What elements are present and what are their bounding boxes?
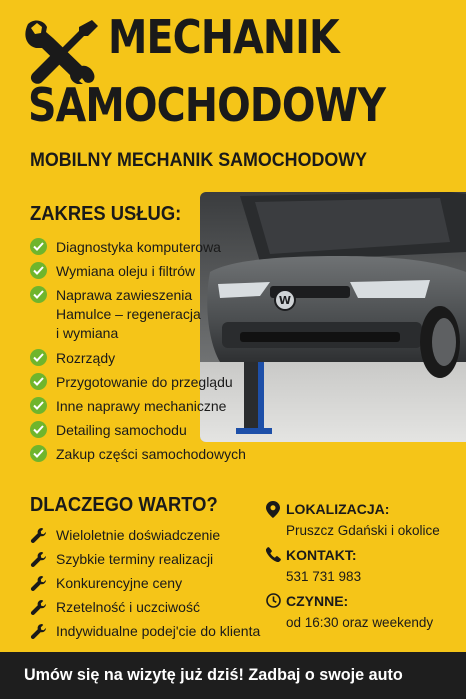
- wrench-icon: [30, 599, 47, 616]
- check-icon: [30, 349, 47, 366]
- location-value: Pruszcz Gdański i okolice: [286, 523, 440, 538]
- list-item: Diagnostyka komputerowa: [30, 238, 270, 256]
- list-item: Rzetelność i uczciwość: [30, 598, 260, 616]
- footer-cta: [24, 665, 403, 685]
- contact-label: KONTAKT:: [286, 547, 357, 563]
- footer-cta-rest: Zadbaj o swoje auto: [248, 665, 403, 684]
- list-item: Detailing samochodu: [30, 421, 270, 439]
- footer-cta-bold: Umów się na wizytę już dziś!: [24, 665, 244, 684]
- svg-text:W: W: [278, 294, 292, 307]
- services-heading: ZAKRES USŁUG:: [30, 203, 182, 225]
- check-icon: [30, 397, 47, 414]
- phone-icon: [266, 547, 281, 562]
- list-item: Indywidualne podej'cie do klienta: [30, 622, 260, 640]
- subtitle: MOBILNY MECHANIK SAMOCHODOWY: [30, 150, 368, 171]
- check-icon: [30, 238, 47, 255]
- list-item: Przygotowanie do przeglądu: [30, 373, 270, 391]
- list-item: Naprawa zawieszenia Hamulce – regeneracja i wymiana: [30, 286, 270, 343]
- contact-value[interactable]: 531 731 983: [286, 569, 362, 584]
- check-icon: [30, 286, 47, 303]
- list-item: Szybkie terminy realizacji: [30, 550, 260, 568]
- location-label: LOKALIZACJA:: [286, 501, 390, 517]
- location-block: [266, 500, 461, 540]
- hours-block: [266, 592, 461, 632]
- wrench-icon: [30, 623, 47, 640]
- footer-banner: [0, 652, 466, 699]
- wrench-icon: [30, 551, 47, 568]
- title-line1: MECHANIK: [108, 10, 339, 64]
- list-item: Wieloletnie doświadczenie: [30, 526, 260, 544]
- hours-label: CZYNNE:: [286, 593, 349, 609]
- list-item: Zakup części samochodowych: [30, 445, 270, 463]
- list-item: Inne naprawy mechaniczne: [30, 397, 270, 415]
- check-icon: [30, 373, 47, 390]
- list-item: Rozrządy: [30, 349, 270, 367]
- wrench-icon: [30, 575, 47, 592]
- check-icon: [30, 262, 47, 279]
- location-pin-icon: [266, 501, 280, 518]
- wrench-screwdriver-logo-icon: [22, 18, 100, 84]
- reasons-list: [30, 526, 260, 646]
- check-icon: [30, 445, 47, 462]
- hours-value: od 16:30 oraz weekendy: [286, 615, 434, 630]
- wrench-icon: [30, 527, 47, 544]
- list-item: Konkurencyjne ceny: [30, 574, 260, 592]
- clock-icon: [266, 593, 281, 608]
- check-icon: [30, 421, 47, 438]
- title-line2: SAMOCHODOWY: [28, 78, 386, 132]
- list-item: Wymiana oleju i filtrów: [30, 262, 270, 280]
- contact-block: [266, 546, 461, 586]
- services-list: [30, 238, 270, 469]
- reasons-heading: DLACZEGO WARTO?: [30, 494, 218, 516]
- contact-info: [266, 500, 461, 638]
